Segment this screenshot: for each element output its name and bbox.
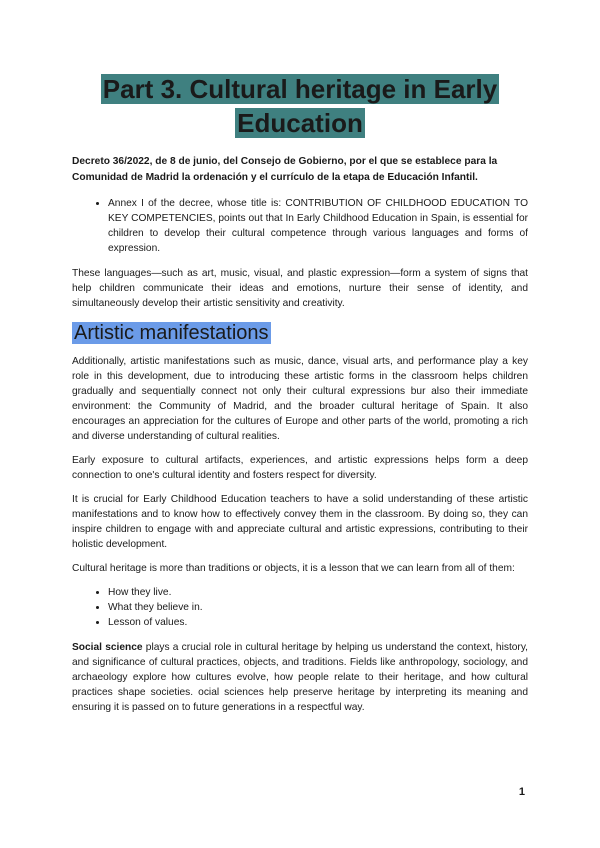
early-exposure-paragraph: Early exposure to cultural artifacts, experiences, and artistic expressions helps form a deep connection to one's cultural identity and fosters respect for diversity. xyxy=(72,455,528,481)
annex-list xyxy=(72,196,528,256)
title-line-2: Education xyxy=(237,108,363,138)
section-heading-artistic xyxy=(72,320,528,346)
annex-bullet: • Annex I of the decree, whose title is: CONTRIBUTION OF CHILDHOOD EDUCATION TO KEY COMPETENCIES, points out that In Early Childhood Education in Spain, is essential for children to develop their cultural competence through various languages and forms of expression. xyxy=(108,196,528,256)
decree-reference: Decreto 36/2022, de 8 de junio, del Consejo de Gobierno, por el que se establece para la Comunidad de Madrid la ordenación y el currículo de la etapa de Educación Infantil. xyxy=(72,156,498,183)
social-science-term: Social science xyxy=(72,642,143,653)
languages-paragraph: These languages—such as art, music, visual, and plastic expression—form a system of signs that help children communicate their ideas and emotions, nurture their sense of identity, and simultaneously develop their artistic sensitivity and creativity. xyxy=(72,268,528,309)
list-item: • How they live. xyxy=(108,585,528,600)
heritage-list xyxy=(72,585,528,630)
social-science-paragraph xyxy=(72,640,528,715)
section-heading-text: Artistic manifestations xyxy=(74,322,269,344)
list-item: • What they believe in. xyxy=(108,600,528,615)
crucial-paragraph: It is crucial for Early Childhood Education teachers to have a solid understanding of these artistic manifestations and to know how to effectively convey them in the classroom. By doing so, they can inspire children to engage with and appreciate cultural and artistic expressions, contributing to their holistic development. xyxy=(72,494,528,550)
document-page xyxy=(72,72,528,724)
additionally-paragraph: Additionally, artistic manifestations such as music, dance, visual arts, and performance play a key role in this development, due to introducing these artistic forms in the classroom helps children gradually and sequentially connect not only their cultural expressions bur also their immediate environment: the Community of Madrid, and the broader cultural heritage of Spain. It also encourages an appreciation for the cultures of Europe and other parts of the world, promoting a rich and diverse understanding of cultural realities. xyxy=(72,356,528,442)
heritage-paragraph: Cultural heritage is more than traditions or objects, it is a lesson that we can learn from all of them: xyxy=(72,563,515,574)
title-line-1: Part 3. Cultural heritage in Early xyxy=(102,74,498,104)
page-number: 1 xyxy=(518,786,525,798)
list-item: • Lesson of values. xyxy=(108,615,528,630)
page-title xyxy=(72,72,528,140)
social-science-text: plays a crucial role in cultural heritage by helping us understand the context, history, and significance of cultural practices, objects, and traditions. Fields like anthropology, sociology, and archaeology explore how cultures evolve, how people relate to their heritage, and how cultural practices shape societies. ocial sciences help preserve heritage by interpreting its meaning and ensuring it is passed on to future generations in a respectful way. xyxy=(72,642,528,713)
